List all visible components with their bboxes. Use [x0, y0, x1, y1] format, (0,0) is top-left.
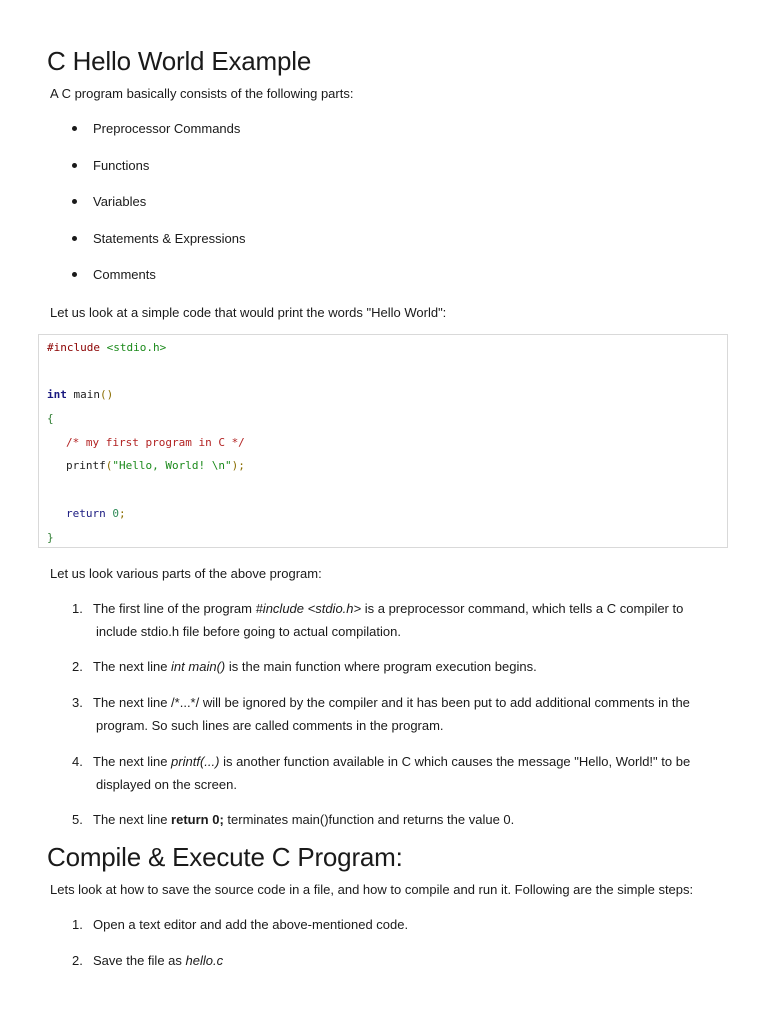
- code-line-open-brace: {: [47, 412, 54, 425]
- code-line-comment: /* my first program in C */: [66, 436, 245, 449]
- code-line-printf: printf("Hello, World! \n");: [66, 459, 245, 472]
- page-title: C Hello World Example: [47, 46, 312, 76]
- code-line-return: return 0;: [66, 507, 126, 520]
- compile-intro: Lets look at how to save the source code in a file, and how to compile and run it. Following are the simple steps:: [50, 882, 694, 897]
- code-lead-in: Let us look at a simple code that would print the words "Hello World":: [50, 305, 447, 320]
- document-page: C Hello World Example A C program basically consists of the following parts: Preprocessor Commands Functions Variables Statements & Expressions Comments Let us look at a simple code that would print the words "Hello World": #include <stdio.h> int main() { /* my first program in C */ printf("Hello, World! \n"); return 0; } Let us look various parts of the above program: 1. The first line of the program #include <stdio.h> is a preprocessor command, which tells a C compiler to include stdio.h file before going to actual compilation. 2. The next line int main() is the main function where program execution begins. 3. The next line /*...*/ will be ignored by the compiler and it has been put to add additional comments in the program. So such lines are called comments in the program. 4. The next line printf(...) is another function available in C which causes the message "Hello, World!" to be displayed on the screen. 5. The next line return 0; terminates main()function and returns the value 0. Compile & Execute C Program: Lets look at how to save the source code in a file, and how to compile and run it. Following are the simple steps: 1. Open a text editor and add the above-mentioned code. 2. Save the file as hello.c: [0, 0, 768, 1024]
- bullet-icon: [72, 163, 77, 168]
- bullet-icon: [72, 199, 77, 204]
- code-line-close-brace: }: [47, 531, 54, 544]
- bullet-icon: [72, 126, 77, 131]
- bullet-icon: [72, 272, 77, 277]
- bullet-icon: [72, 236, 77, 241]
- explain-intro: Let us look various parts of the above program:: [50, 566, 322, 581]
- code-line-include: #include <stdio.h>: [47, 341, 167, 354]
- intro-paragraph: A C program basically consists of the following parts:: [50, 86, 354, 101]
- code-block: [38, 334, 728, 548]
- code-line-main: int main(): [47, 388, 114, 401]
- section-title: Compile & Execute C Program:: [47, 842, 403, 872]
